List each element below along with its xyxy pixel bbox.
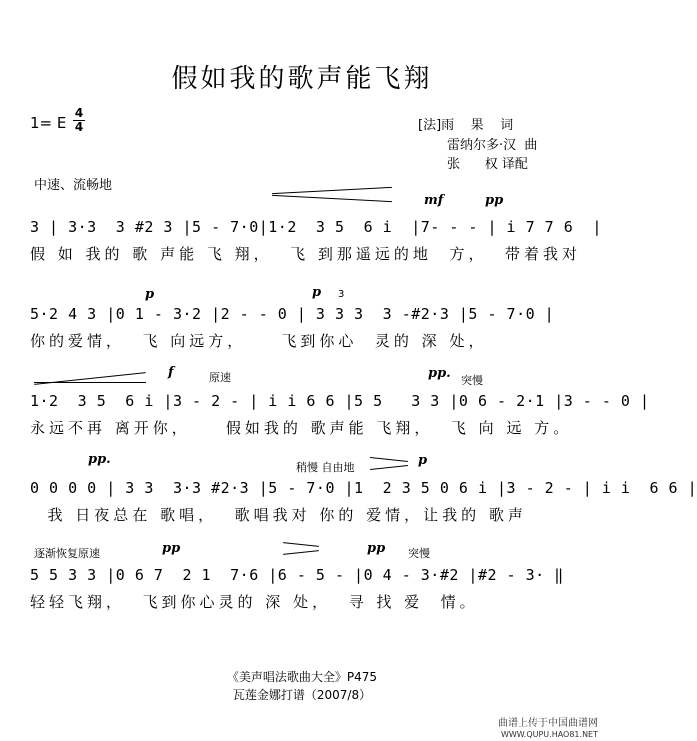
credit-lyricist: [法]雨 果 词	[418, 118, 514, 133]
tempo-change-text: 稍慢 自由地	[296, 461, 355, 474]
tempo-marking: 中速、流畅地	[34, 178, 113, 193]
decrescendo-hairpin	[283, 542, 319, 547]
dynamic-mark: p	[312, 285, 322, 300]
dynamic-mark: pp.	[428, 366, 451, 381]
page-title: 假如我的歌声能飞翔	[171, 64, 433, 94]
decrescendo-hairpin-lower	[283, 550, 319, 555]
notation-line: 1·2 3 5 6 i |3 - 2 - | i i 6 6 |5 5 3 3 |0 6 - 2·1 |3 - - 0 |	[30, 392, 650, 410]
lyrics-line: 轻轻飞翔， 飞到你心灵的 深 处， 寻 找 爱 情。	[30, 593, 479, 611]
time-signature-numerator: 4	[74, 106, 84, 120]
watermark-line: 曲谱上传于中国曲谱网	[498, 718, 598, 729]
site-watermark	[498, 718, 598, 740]
lyrics-line: 我 日夜总在 歌唱， 歌唱我对 你的 爱情，让我的 歌声	[30, 506, 527, 524]
decrescendo-hairpin-lower	[370, 465, 408, 470]
tempo-change-text: 突慢	[408, 547, 430, 560]
time-signature-denominator: 4	[74, 120, 84, 134]
dynamic-mark: mf	[424, 193, 444, 208]
dynamic-mark: pp.	[88, 452, 111, 467]
key-signature: 1= E	[30, 114, 67, 132]
notation-line: 5 5 3 3 |0 6 7 2 1 7·6 |6 - 5 - |0 4 - 3·#2 |#2 - 3· ‖	[30, 566, 564, 584]
dynamic-mark: f	[168, 365, 174, 380]
triplet-mark: 3	[338, 289, 345, 300]
tempo-change-text: 逐渐恢复原速	[34, 547, 100, 560]
crescendo-hairpin-lower	[272, 195, 392, 202]
lyrics-line: 你的爱情， 飞 向远方， 飞到你心 灵的 深 处，	[30, 332, 488, 350]
source-citation: 《美声唱法歌曲大全》P475	[226, 670, 378, 684]
tempo-change-text: 突慢	[461, 374, 483, 387]
transcriber-credit: 瓦莲金娜打谱（2007/8）	[232, 688, 372, 702]
crescendo-hairpin-lower	[34, 382, 146, 383]
dynamic-mark: pp	[485, 193, 504, 208]
dynamic-mark: p	[418, 453, 428, 468]
lyrics-line: 永远不再 离开你， 假如我的 歌声能 飞翔， 飞 向 远 方。	[30, 419, 573, 437]
time-signature	[73, 108, 85, 133]
watermark-url: WWW.QUPU.HAO81.NET	[500, 730, 598, 739]
notation-line: 3 | 3·3 3 #2 3 |5 - 7·0|1·2 3 5 6 i |7- - - | i 7 7 6 |	[30, 218, 602, 236]
lyrics-line: 假 如 我的 歌 声能 飞 翔， 飞 到那遥远的地 方， 带着我对	[30, 245, 581, 263]
tempo-change-text: 原速	[209, 371, 231, 384]
notation-line: 5·2 4 3 |0 1 - 3·2 |2 - - 0 | 3 3 3 3 -#2·3 |5 - 7·0 |	[30, 305, 555, 323]
crescendo-hairpin	[272, 187, 392, 194]
dynamic-mark: pp	[162, 541, 181, 556]
dynamic-mark: pp	[367, 541, 386, 556]
decrescendo-hairpin	[370, 457, 408, 462]
notation-line: 0 0 0 0 | 3 3 3·3 #2·3 |5 - 7·0 |1 2 3 5 0 6 i |3 - 2 - | i i 6 6 |	[30, 479, 697, 497]
dynamic-mark: p	[145, 287, 155, 302]
credit-translator: 张 权 译配	[447, 157, 528, 172]
credit-composer: 雷纳尔多·汉 曲	[447, 138, 538, 153]
